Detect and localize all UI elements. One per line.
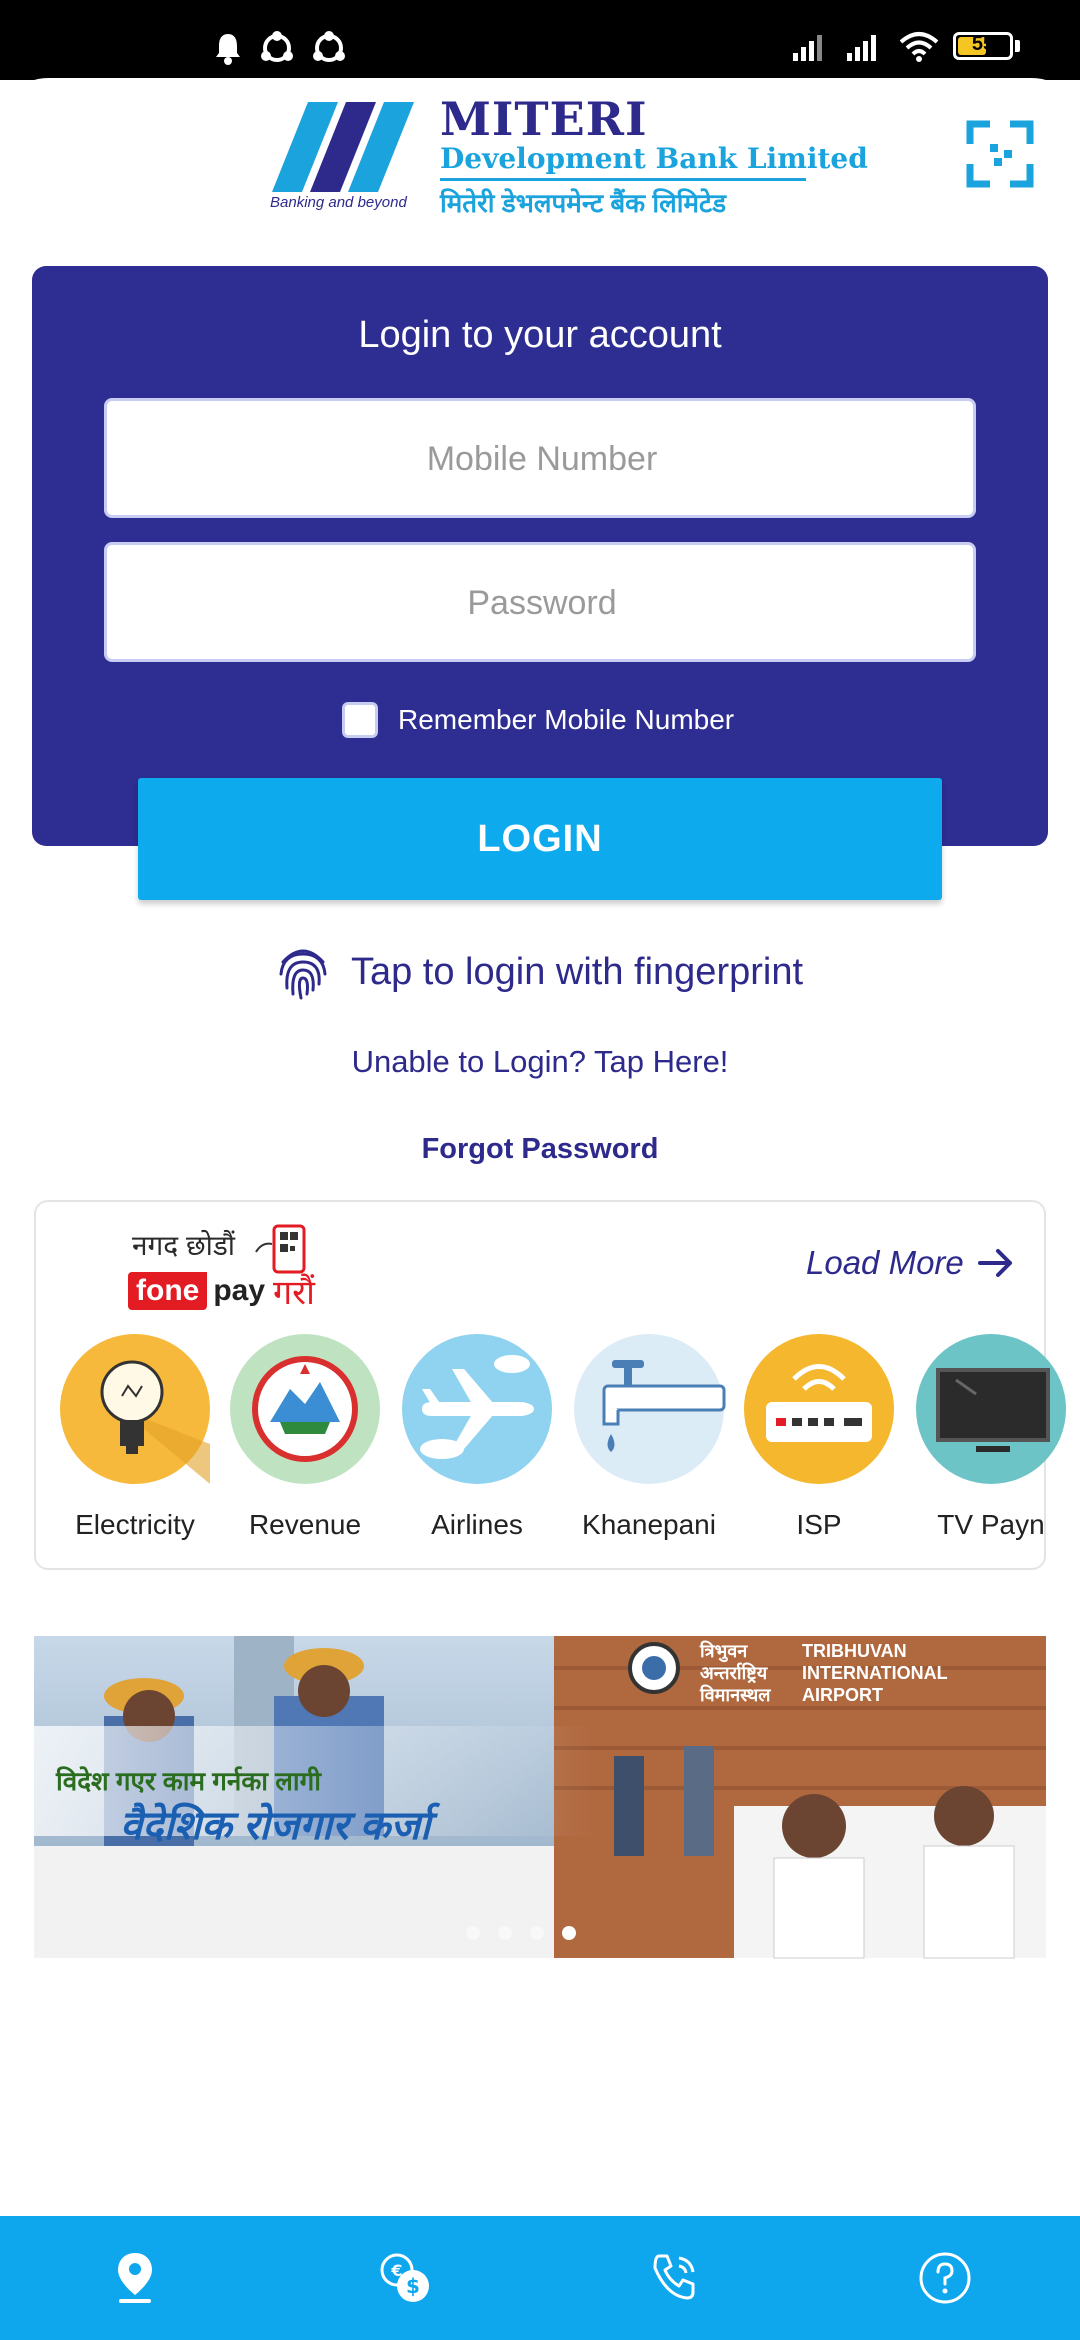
banner-pagination: [466, 1926, 576, 1940]
router-icon: [744, 1334, 894, 1484]
service-label: Revenue: [248, 1509, 362, 1540]
bank-name-nepali: मितेरी डेभलपमेन्ट बैंक लिमिटेड: [440, 188, 727, 218]
arrow-right-icon: [978, 1248, 1014, 1278]
remember-checkbox[interactable]: [342, 702, 378, 738]
currency-exchange-icon: [377, 2250, 433, 2306]
service-revenue[interactable]: [219, 1334, 391, 1541]
pagination-dot[interactable]: [466, 1926, 480, 1940]
fonepay-fone: fone: [128, 1272, 207, 1310]
airplane-icon: [402, 1334, 552, 1484]
login-button[interactable]: LOGIN: [138, 778, 942, 900]
password-input[interactable]: [107, 545, 977, 661]
phone-call-icon: [647, 2250, 703, 2306]
signal-icon-2: [845, 31, 885, 61]
airport-sign-nepali: [700, 1640, 770, 1706]
signal-icon: [791, 31, 831, 61]
airport-nep1: त्रिभुवन: [700, 1641, 748, 1661]
notification-bell-icon: [212, 30, 244, 66]
water-tap-icon: [574, 1334, 724, 1484]
remember-row: [342, 702, 734, 738]
service-label: Khanepani: [582, 1509, 716, 1540]
load-more-button[interactable]: [806, 1244, 1014, 1282]
fonepay-pay: pay: [213, 1274, 266, 1307]
airport-sign-english: [802, 1640, 948, 1706]
battery-icon: [953, 32, 1013, 60]
login-title: Login to your account: [358, 314, 722, 356]
bank-logo-icon: [270, 100, 430, 195]
fonepay-slogan: नगद छोडौं: [132, 1230, 236, 1261]
nav-help[interactable]: [810, 2216, 1080, 2340]
password-field: [104, 542, 976, 662]
sync-icon: [258, 30, 296, 66]
logo-divider: [440, 178, 806, 181]
fonepay-logo: [128, 1268, 315, 1314]
qr-scan-icon[interactable]: [968, 122, 1032, 186]
service-label: TV Payn: [937, 1509, 1045, 1540]
airport-en3: AIRPORT: [802, 1685, 883, 1705]
banner-text-line2: वैदेशिक रोजगार कर्जा: [120, 1804, 431, 1848]
wifi-icon: [899, 30, 939, 62]
location-pin-icon: [115, 2251, 155, 2305]
service-label: Electricity: [75, 1509, 195, 1540]
bank-subtitle: Development Bank Limited: [440, 142, 868, 175]
service-tv-payment[interactable]: [905, 1334, 1077, 1541]
mobile-number-field: [104, 398, 976, 518]
banner-text-line1: विदेश गएर काम गर्नका लागी: [56, 1766, 321, 1796]
service-electricity[interactable]: [49, 1334, 221, 1541]
bank-tagline: Banking and beyond: [270, 194, 407, 211]
nav-call[interactable]: [540, 2216, 810, 2340]
nav-forex[interactable]: [270, 2216, 540, 2340]
status-time: 4:49 PM: [64, 26, 196, 64]
remember-label[interactable]: Remember Mobile Number: [398, 704, 735, 735]
airport-nep3: विमानस्थल: [700, 1685, 771, 1705]
sync-icon-2: [310, 30, 348, 66]
airport-en1: TRIBHUVAN: [802, 1641, 907, 1661]
battery-cap: [1015, 40, 1020, 52]
status-icons: [791, 30, 1020, 62]
service-khanepani[interactable]: [563, 1334, 735, 1541]
load-more-label: Load More: [806, 1244, 964, 1281]
pagination-dot[interactable]: [530, 1926, 544, 1940]
service-label: Airlines: [431, 1509, 523, 1540]
help-icon: [917, 2250, 973, 2306]
fonepay-garau: गरौं: [273, 1274, 315, 1312]
bottom-navigation: [0, 2216, 1080, 2340]
pagination-dot-active[interactable]: [562, 1926, 576, 1940]
mobile-number-input[interactable]: [107, 401, 977, 517]
svg-text:$: $: [406, 2274, 420, 2298]
fingerprint-login[interactable]: [0, 944, 1080, 1000]
battery-level: 55: [971, 33, 995, 55]
service-label: ISP: [796, 1509, 842, 1540]
tv-icon: [916, 1334, 1066, 1484]
airport-nep2: अन्तर्राष्ट्रिय: [700, 1663, 768, 1683]
forgot-password-link[interactable]: Forgot Password: [421, 1133, 659, 1165]
nav-location[interactable]: [0, 2216, 270, 2340]
svg-text:€: €: [391, 2261, 403, 2280]
service-isp[interactable]: [733, 1334, 905, 1541]
bank-name: MITERI: [440, 92, 648, 146]
unable-to-login-link[interactable]: Unable to Login? Tap Here!: [351, 1044, 729, 1079]
pagination-dot[interactable]: [498, 1926, 512, 1940]
services-list[interactable]: [36, 1334, 1045, 1554]
nepal-emblem-icon: [230, 1334, 380, 1484]
airport-en2: INTERNATIONAL: [802, 1663, 948, 1683]
fingerprint-text: Tap to login with fingerprint: [350, 950, 804, 993]
service-airlines[interactable]: [391, 1334, 563, 1541]
fingerprint-icon: [277, 944, 329, 1000]
lightbulb-icon: [60, 1334, 210, 1484]
